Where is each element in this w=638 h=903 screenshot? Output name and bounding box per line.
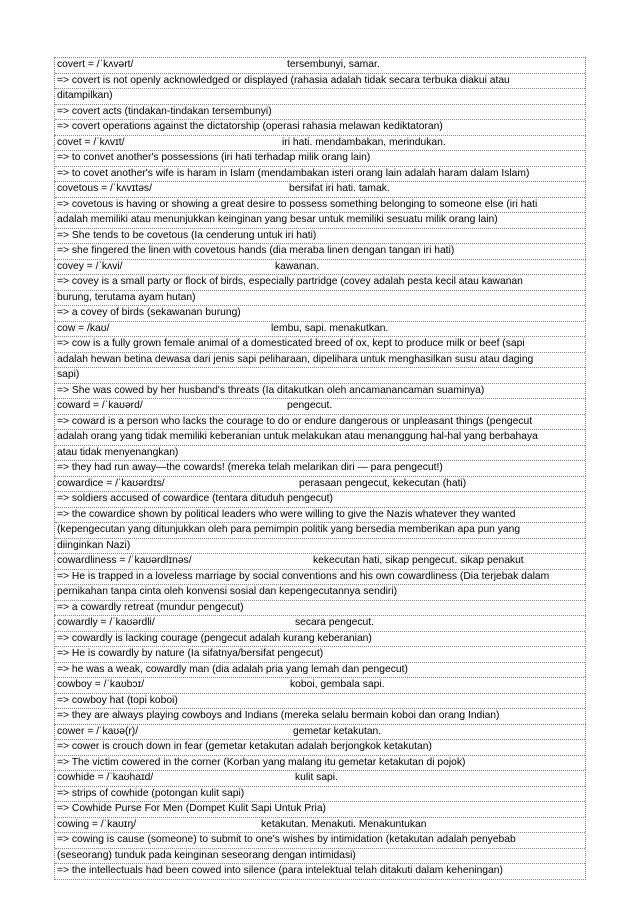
entry-example-line: => the intellectuals had been cowed into silence (para intelektual telah ditakuti dalam keheningan) (57, 865, 503, 876)
entry-meaning: kekecutan hati, sikap pengecut. sikap penakut (313, 555, 524, 566)
entry-example-line: => covert operations against the dictatorship (operasi rahasia melawan kediktatoran) (57, 121, 443, 132)
entry-example-line: => Cowhide Purse For Men (Dompet Kulit Sapi Untuk Pria) (57, 803, 326, 814)
glossary-entry (54, 321, 586, 399)
entry-example-line: => covert is not openly acknowledged or displayed (rahasia adalah tidak secara terbuka diakui atau (55, 74, 585, 90)
entry-term: cowing = /ˈkaʊɪŋ/ (57, 818, 137, 830)
entry-headline (55, 260, 585, 276)
entry-example-line: pernikahan tanpa cinta oleh konvensi sosial dan kepengecutannya sendiri) (55, 585, 585, 601)
entry-headline (55, 136, 585, 152)
entry-meaning: kawanan. (275, 260, 320, 272)
entry-headline (55, 616, 585, 632)
entry-meaning: tersembunyi, samar. (287, 59, 380, 70)
entry-example-line: => cowing is cause (someone) to submit to one's wishes by intimidation (ketakutan adalah penyebab (55, 833, 585, 849)
entry-example-line: => cowboy hat (topi koboi) (55, 694, 585, 710)
entry-example-line: => cow is a fully grown female animal of a domesticated breed of ox, kept to produce milk or beef (sapi (55, 337, 585, 353)
entry-headline (55, 399, 585, 415)
entry-meaning: iri hati. mendambakan, merindukan. (282, 136, 446, 148)
entry-example-line: => covetous is having or showing a great desire to possess something belonging to someone else (iri hati (55, 198, 585, 214)
entry-example-line: diinginkan Nazi) (57, 539, 131, 551)
glossary-entry (54, 181, 586, 259)
entry-example-line: adalah orang yang tidak memiliki keberanian untuk melakukan atau menanggung hal-hal yang berbahaya (55, 430, 585, 446)
entry-term: covet = /ˈkʌvɪt/ (57, 136, 125, 148)
entry-example-line: ditampilkan) (55, 89, 585, 105)
glossary-entry (54, 398, 586, 476)
entry-example-line: atau tidak menyenangkan) (55, 446, 585, 462)
glossary-entry (54, 770, 586, 817)
entry-example-line: (kepengecutan yang ditunjukkan oleh para pemimpin politik yang bersedia memberikan apa pun yang (55, 523, 585, 539)
entry-term: cower = /ˈkaʊə(r)/ (57, 725, 139, 737)
entry-example-line: => She tends to be covetous (Ia cenderung untuk iri hati) (55, 229, 585, 245)
entry-example-line: => She was cowed by her husband's threats (Ia ditakutkan oleh ancamanancaman suaminya) (57, 384, 485, 396)
entry-example-line: => she fingered the linen with covetous hands (dia meraba linen dengan tangan iri hati) (57, 245, 455, 256)
entry-term: covetous = /ˈkʌvɪtəs/ (57, 183, 152, 194)
entry-meaning: koboi, gembala sapi. (290, 679, 385, 690)
glossary-entry (54, 57, 586, 135)
entry-example-line: => coward is a person who lacks the courage to do or endure dangerous or unpleasant things (pengecut (55, 415, 585, 431)
entry-meaning: perasaan pengecut, kekecutan (hati) (299, 477, 467, 489)
entry-example-line: adalah memiliki atau menunjukkan keinginan yang besar untuk memiliki sesuatu milik orang lain) (55, 213, 585, 229)
entry-example-line: => to covet another's wife is haram in Islam (mendambakan isteri orang lain adalah haram dalam Islam) (57, 167, 530, 179)
entry-meaning: bersifat iri hati. tamak. (289, 183, 390, 194)
entry-term: cowboy = /ˈkaʊbɔɪ/ (57, 679, 145, 690)
entry-example-line: => they had run away—the cowards! (mereka telah melarikan diri — para pengecut!) (57, 462, 443, 473)
glossary-entry (54, 817, 586, 880)
entry-example-line: => The victim cowered in the corner (Korban yang malang itu gemetar ketakutan di pojok) (57, 756, 466, 768)
entry-term: coward = /ˈkaʊərd/ (57, 400, 143, 411)
entry-headline (55, 678, 585, 694)
glossary-sheet (54, 57, 586, 880)
entry-term: cowhide = /ˈkaʊhaɪd/ (57, 772, 154, 783)
entry-example-line: => they are always playing cowboys and Indians (mereka selalu bermain koboi dan orang Indian) (57, 710, 500, 721)
glossary-entry (54, 135, 586, 182)
entry-example-line: => a cowardly retreat (mundur pengecut) (57, 601, 244, 613)
entry-meaning: secara pengecut. (295, 617, 374, 628)
entry-example-line: => covert acts (tindakan-tindakan tersembunyi) (55, 105, 585, 121)
entry-meaning: pengecut. (287, 400, 333, 411)
entry-example-line: adalah hewan betina dewasa dari jenis sapi peliharaan, dipelihara untuk menghasilkan susu atau daging (55, 353, 585, 369)
entry-meaning: ketakutan. Menakuti. Menakuntukan (261, 818, 427, 830)
entry-headline (55, 58, 585, 74)
glossary-entry (54, 615, 586, 677)
entry-example-line: => cower is crouch down in fear (gemetar ketakutan adalah berjongkok ketakutan) (55, 740, 585, 756)
entry-headline (55, 554, 585, 570)
entry-example-line: => the cowardice shown by political leaders who were willing to give the Nazis whatever they wanted (55, 508, 585, 524)
entry-term: cow = /kaʊ/ (57, 322, 110, 334)
entry-example-line: => to convet another's possessions (iri hati terhadap milik orang lain) (55, 151, 585, 167)
entry-example-line: => soldiers accused of cowardice (tentara dituduh pengecut) (55, 492, 585, 508)
entry-term: cowardice = /ˈkaʊərdɪs/ (57, 477, 165, 489)
entry-example-line: sapi) (55, 368, 585, 384)
entry-meaning: kulit sapi. (295, 772, 338, 783)
entry-example-line: => He is trapped in a loveless marriage by social conventions and his own cowardliness (Dia terjebak dalam (55, 570, 585, 586)
entry-example-line: => covey is a small party or flock of birds, especially partridge (covey adalah pesta kecil atau kawanan (55, 275, 585, 291)
entry-example-line: => cowardly is lacking courage (pengecut adalah kurang keberanian) (55, 632, 585, 648)
glossary-entry (54, 476, 586, 554)
glossary-entry (54, 259, 586, 321)
entry-example-line: burung, terutama ayam hutan) (55, 291, 585, 307)
entry-meaning: gemetar ketakutan. (293, 725, 382, 737)
entry-headline (55, 182, 585, 198)
entry-example-line: => He is cowardly by nature (Ia sifatnya/bersifat pengecut) (55, 647, 585, 663)
glossary-entry (54, 677, 586, 724)
entry-headline (55, 725, 585, 741)
entry-example-line: => he was a weak, cowardly man (dia adalah pria yang lemah dan pengecut) (57, 663, 408, 675)
entry-headline (55, 818, 585, 834)
entry-example-line: (seseorang) tunduk pada keinginan seseorang dengan intimidasi) (55, 849, 585, 865)
entry-headline (55, 771, 585, 787)
entry-example-line: => strips of cowhide (potongan kulit sapi) (55, 787, 585, 803)
entry-term: covert = /ˈkʌvərt/ (57, 59, 134, 70)
glossary-entry (54, 553, 586, 615)
entry-headline (55, 477, 585, 493)
entry-term: cowardliness = /ˈkaʊərdlɪnəs/ (57, 555, 192, 566)
entry-headline (55, 322, 585, 338)
entry-meaning: lembu, sapi. menakutkan. (271, 322, 389, 334)
glossary-entry (54, 724, 586, 771)
entry-term: covey = /ˈkʌvi/ (57, 260, 123, 272)
entry-example-line: => a covey of birds (sekawanan burung) (57, 307, 241, 318)
entry-term: cowardly = /ˈkaʊərdli/ (57, 617, 155, 628)
